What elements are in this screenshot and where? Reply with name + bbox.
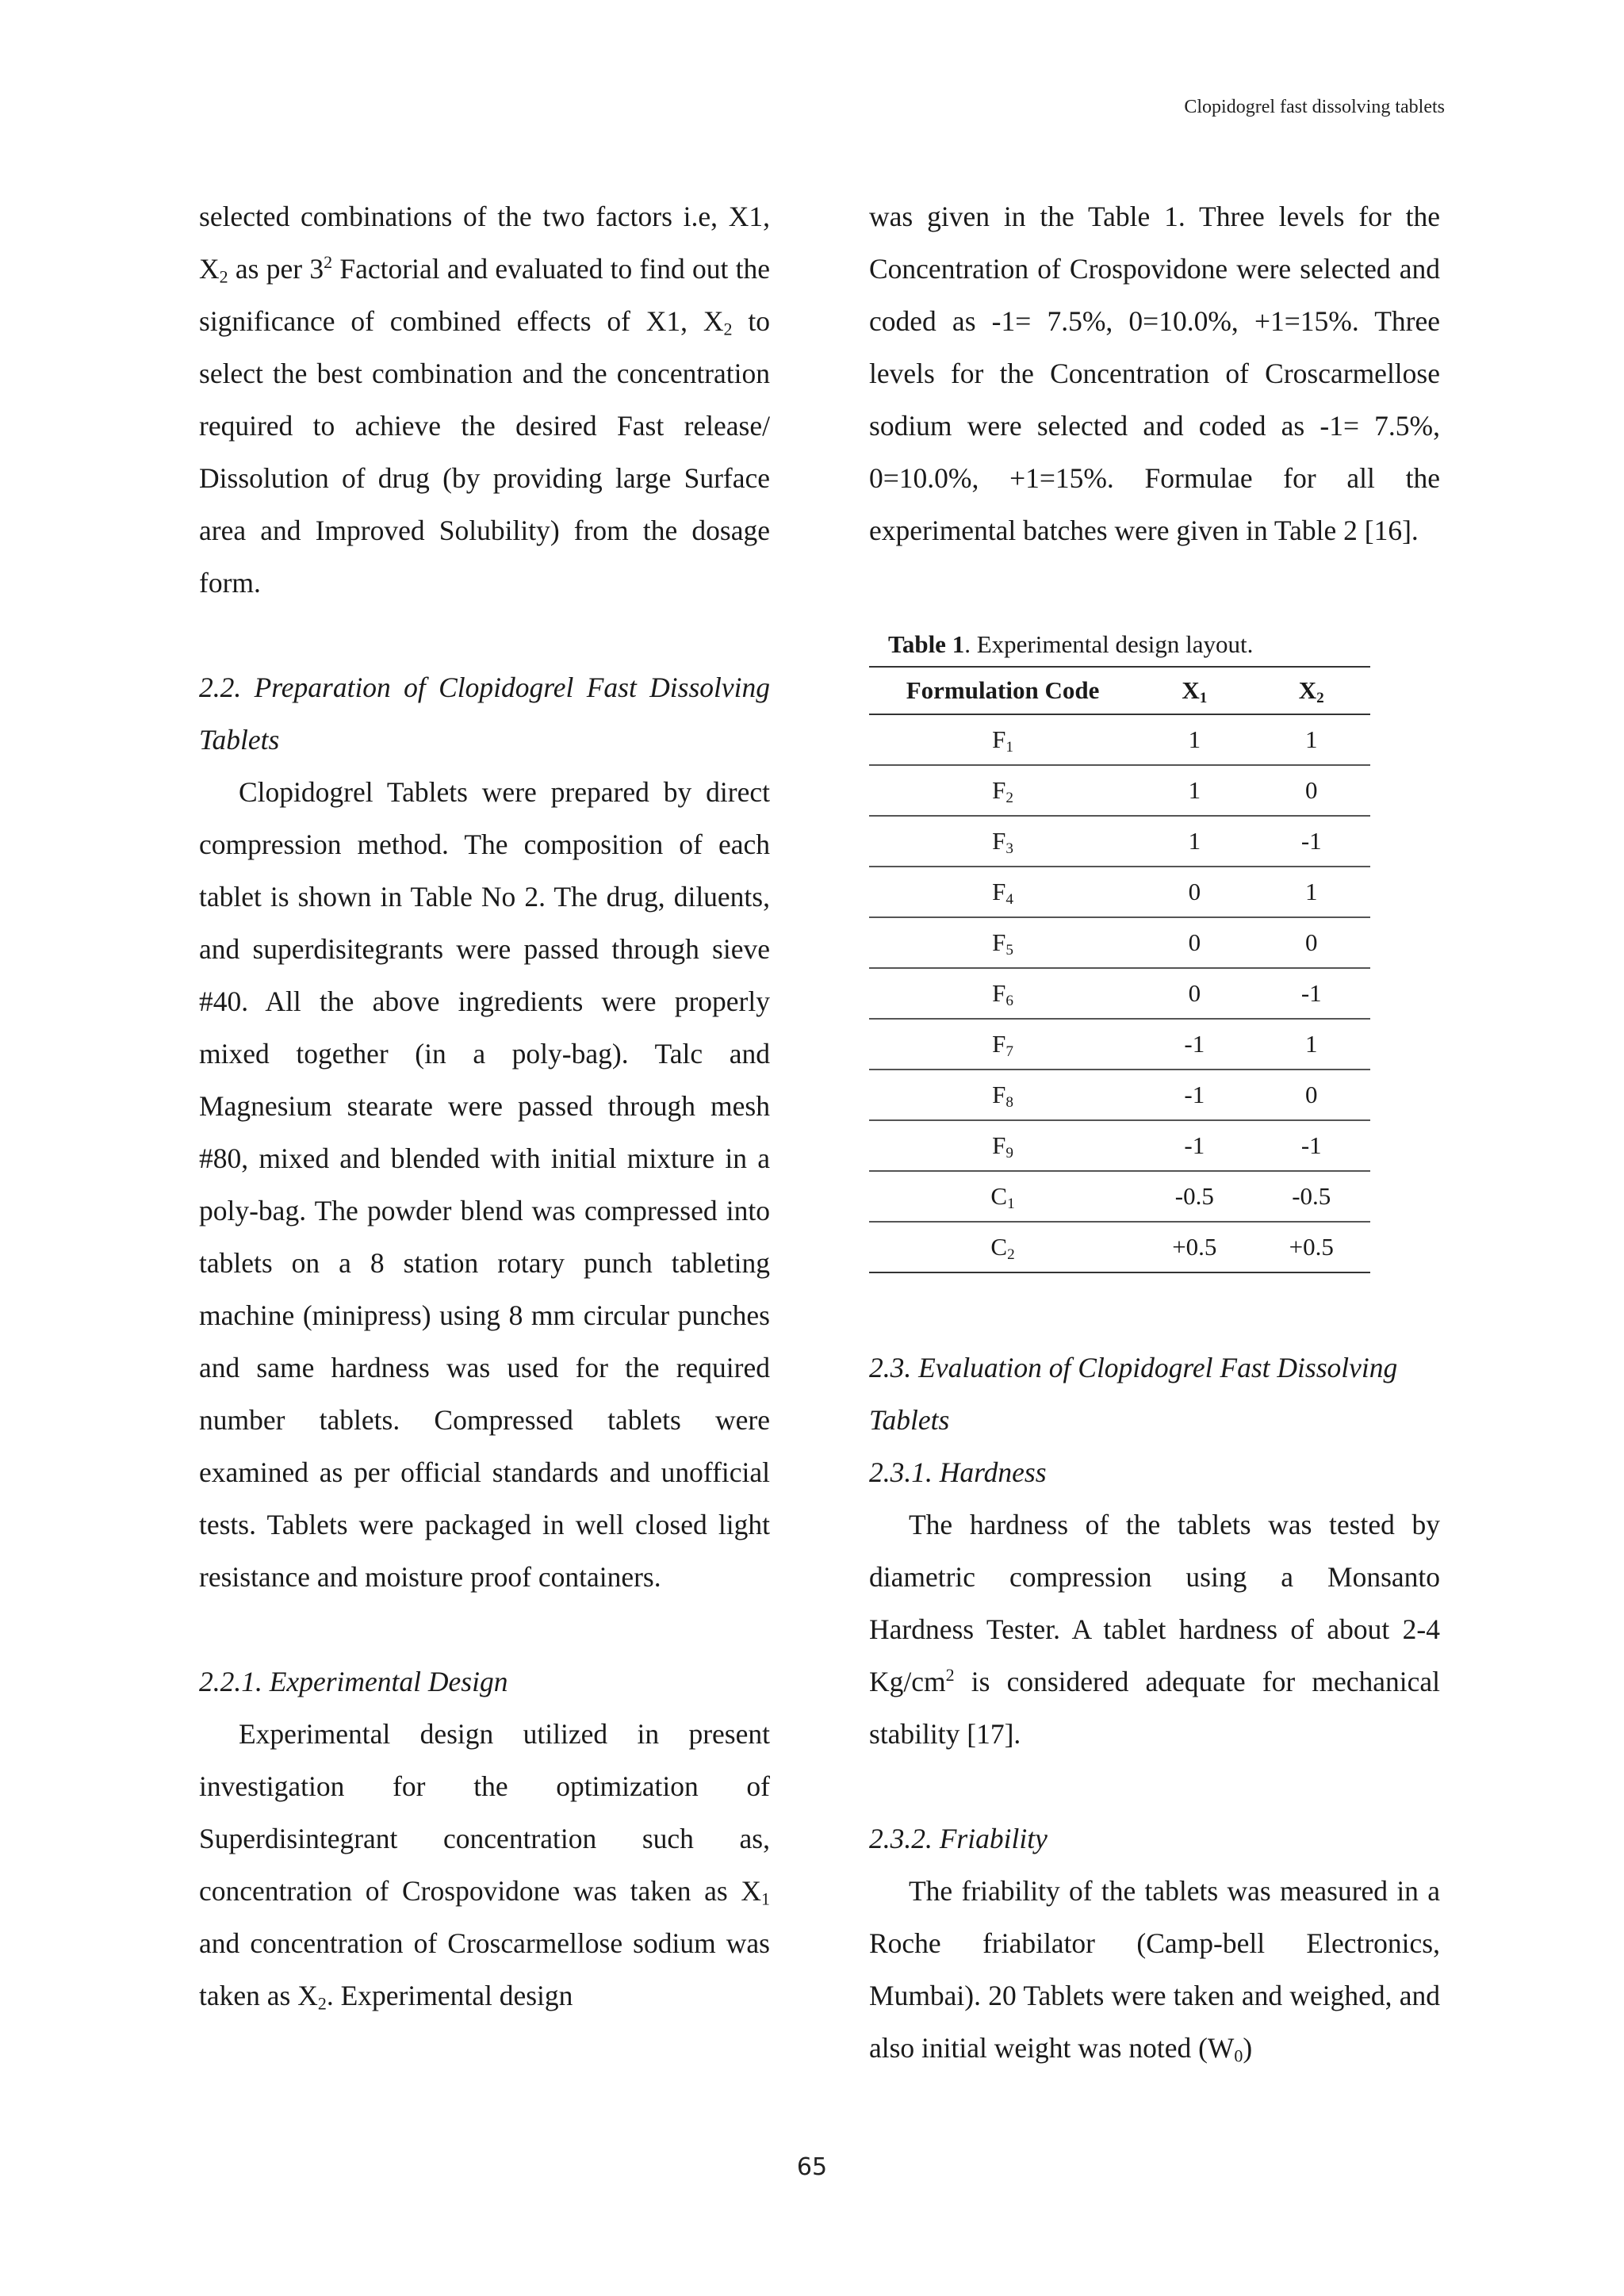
table-1-caption: Table 1. Experimental design layout. — [888, 630, 1254, 658]
cell-x2: +0.5 — [1289, 1233, 1334, 1261]
cell-x2: -1 — [1253, 1120, 1370, 1171]
cell-code: $F_9$ — [869, 1120, 1136, 1171]
cell-x2: -0.5 — [1253, 1171, 1370, 1222]
table-row — [869, 1171, 1370, 1222]
cell-code: $F_7$ — [869, 1019, 1136, 1070]
header-x2: $X_2$ — [1253, 667, 1370, 714]
left-column — [199, 190, 770, 2022]
cell-x2: -1 — [1253, 968, 1370, 1019]
cell-x2: 0 — [1253, 1070, 1370, 1120]
table-row — [869, 765, 1370, 816]
cell-code: $F_5$ — [869, 917, 1136, 968]
page-number: 65 — [796, 2153, 828, 2181]
section-heading-2-3-2: 2.3.2. Friability — [869, 1823, 1048, 1854]
section-heading-2-3: 2.3. Evaluation of Clopidogrel Fast Dissolving Tablets — [869, 1352, 1398, 1436]
cell-code: $C_2$ — [990, 1233, 1015, 1263]
cell-x1: -1 — [1136, 1120, 1252, 1171]
table-header-row — [869, 667, 1370, 714]
cell-x2: -1 — [1253, 816, 1370, 867]
section-heading-2-3-1: 2.3.1. Hardness — [869, 1456, 1047, 1488]
cell-x1: 1 — [1136, 816, 1252, 867]
cell-code: $F_2$ — [869, 765, 1136, 816]
header-x1: $X_1$ — [1136, 667, 1252, 714]
cell-x1: 1 — [1136, 714, 1252, 765]
left-paragraph-3: Experimental design utilized in present investigation for the optimization of Superdisintegrant concentration such as, concentration of Crospovidone was taken as $X_1$ and concentration of Croscarmellose sodium was taken as $X_2$. Experimental design — [199, 1718, 770, 2014]
table-row — [869, 714, 1370, 765]
left-paragraph-2: Clopidogrel Tablets were prepared by direct compression method. The composition of each tablet is shown in Table No 2. The drug, diluents, and superdisitegrants were passed through sieve #40. All the above ingredients were properly mixed together (in a poly-bag). Talc and Magnesium stearate were passed through mesh #80, mixed and blended with initial mixture in a poly-bag. The powder blend was compressed into tablets on a 8 station rotary punch tableting machine (minipress) using 8 mm circular punches and same hardness was used for the required number tablets. Compressed tablets were examined as per official standards and unofficial tests. Tablets were packaged in well closed light resistance and moisture proof containers. — [199, 776, 770, 1593]
table-row — [869, 816, 1370, 867]
experimental-design-table — [869, 666, 1370, 1273]
cell-code: $F_3$ — [869, 816, 1136, 867]
right-column — [869, 190, 1440, 2074]
table-row — [869, 867, 1370, 917]
cell-x2: 1 — [1253, 1019, 1370, 1070]
cell-x2: 1 — [1253, 714, 1370, 765]
section-heading-2-2: 2.2. Preparation of Clopidogrel Fast Dissolving Tablets — [199, 672, 770, 756]
cell-x2: 0 — [1253, 917, 1370, 968]
cell-code: $F_6$ — [869, 968, 1136, 1019]
left-paragraph-1: selected combinations of the two factors i.e, X1, $X_2$ as per $3^2$ Factorial and evaluated to find out the significance of combined effects of X1, $X_2$ to select the best combination and the concentration required to achieve the desired Fast release/ Dissolution of drug (by providing large Surface area and Improved Solubility) from the dosage form. — [199, 201, 771, 599]
cell-x1: -0.5 — [1136, 1171, 1252, 1222]
right-paragraph-1: was given in the Table 1. Three levels for the Concentration of Crospovidone were selected and coded as -1= 7.5%, 0=10.0%, +1=15%. Three levels for the Concentration of Croscarmellose sodium were selected and coded as -1= 7.5%, 0=10.0%, +1=15%. Formulae for all the experimental batches were given in Table 2 [16]. — [869, 201, 1440, 546]
table-row — [869, 917, 1370, 968]
cell-x1: +0.5 — [1172, 1233, 1217, 1261]
table-row — [869, 1222, 1370, 1272]
cell-code: $C_1$ — [869, 1171, 1136, 1222]
table-1 — [888, 625, 1440, 1273]
cell-x1: 0 — [1136, 968, 1252, 1019]
cell-x1: -1 — [1136, 1070, 1252, 1120]
table-row — [869, 1120, 1370, 1171]
cell-code: $F_4$ — [869, 867, 1136, 917]
cell-code: $F_1$ — [869, 714, 1136, 765]
cell-x2: 1 — [1253, 867, 1370, 917]
right-paragraph-3: The friability of the tablets was measured in a Roche friabilator (Camp-bell Electronics, Mumbai). 20 Tablets were taken and weighed, and also initial weight was noted $(W_0)$ — [869, 1875, 1440, 2066]
table-row — [869, 968, 1370, 1019]
header-formulation-code: Formulation Code — [869, 667, 1136, 714]
cell-x1: 0 — [1136, 867, 1252, 917]
cell-x2: 0 — [1253, 765, 1370, 816]
table-row — [869, 1019, 1370, 1070]
cell-code: $F_8$ — [869, 1070, 1136, 1120]
cell-x1: 1 — [1136, 765, 1252, 816]
right-paragraph-2: The hardness of the tablets was tested by diametric compression using a Monsanto Hardness Tester. A tablet hardness of about 2-4 $Kg/cm^2$ is considered adequate for mechanical stability [17]. — [869, 1509, 1440, 1750]
table-row — [869, 1070, 1370, 1120]
cell-x1: 0 — [1136, 917, 1252, 968]
cell-x1: -1 — [1136, 1019, 1252, 1070]
section-heading-2-2-1: 2.2.1. Experimental Design — [199, 1666, 508, 1697]
running-head: Clopidogrel fast dissolving tablets — [1184, 97, 1445, 117]
